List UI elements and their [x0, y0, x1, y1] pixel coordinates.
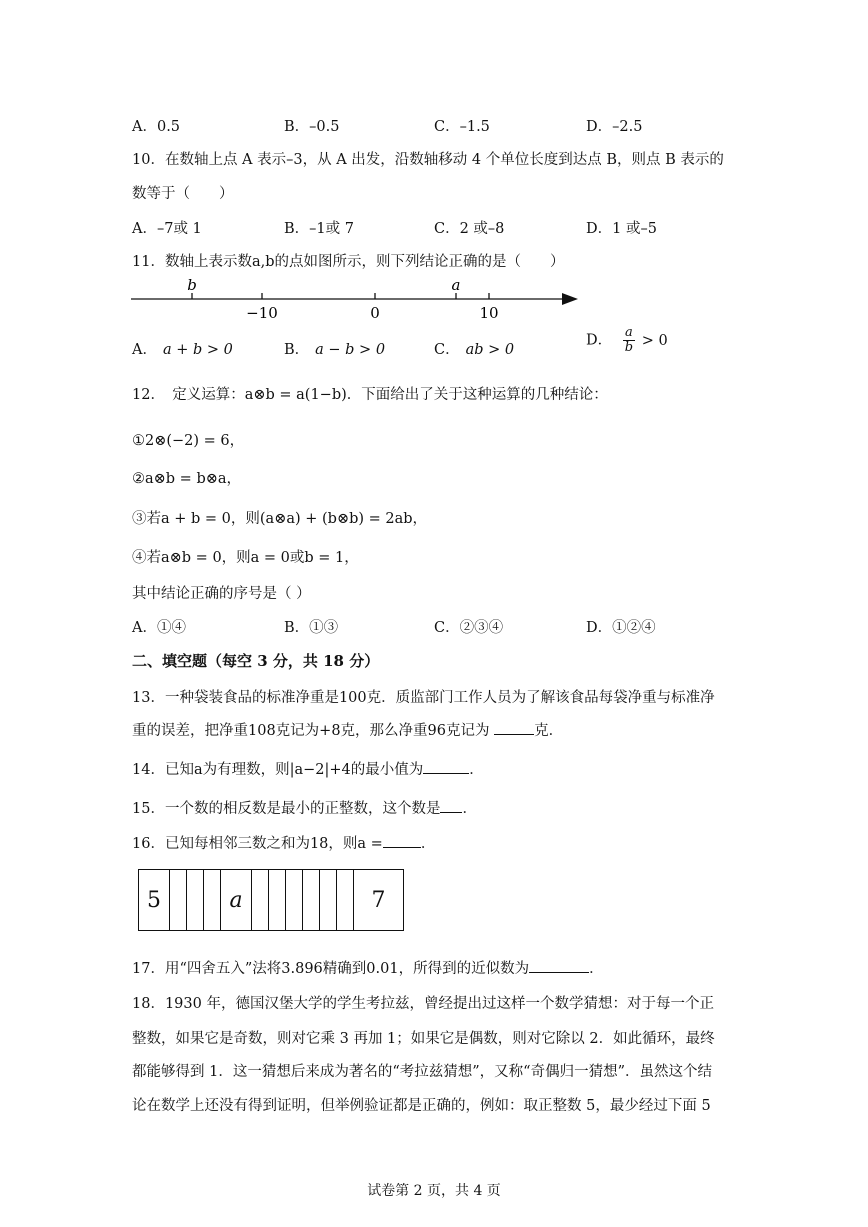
section-heading: 二、填空题（每空 3 分，共 18 分）: [132, 652, 380, 670]
q9-option-a: A．0.5: [132, 119, 181, 135]
q15: 15．一个数的相反数是最小的正整数，这个数是 ．: [132, 801, 477, 817]
q14-blank: [423, 761, 469, 774]
q12-conclusion-2: ②a⊗b = b⊗a，: [132, 471, 242, 487]
q16: 16．已知每相邻三数之和为18，则a = ．: [132, 836, 436, 852]
q12-conclusion-3: ③若a + b = 0，则(a⊗a) + (b⊗b) = 2ab，: [132, 511, 428, 527]
q12-option-d: D．①②④: [586, 620, 656, 636]
q12-conclusion-1: ①2⊗(−2) = 6，: [132, 433, 245, 449]
strip-cell: [337, 870, 354, 930]
q10-stem-line2: 数等于（ ）: [132, 186, 234, 202]
label-a: a: [451, 276, 461, 294]
q14: 14．已知a为有理数，则|a−2|+4的最小值为 ．: [132, 762, 484, 778]
strip-cell: 7: [371, 887, 386, 913]
q11-option-d: D． $\frac{a}{b}$ > 0: [586, 325, 668, 355]
q9-option-d: D．–2.5: [586, 119, 643, 135]
label-zero: 0: [370, 304, 380, 322]
q18-line3: 都能够得到 1．这一猜想后来成为著名的“考拉兹猜想”，又称“奇偶归一猜想”．虽然这个结: [132, 1064, 712, 1080]
strip-cell: 5: [139, 870, 170, 930]
label-b: b: [187, 276, 197, 294]
q11-option-b: B． a − b > 0: [284, 342, 386, 358]
q10-option-c: C．2 或–8: [434, 221, 505, 237]
q9-option-b: B．–0.5: [284, 119, 340, 135]
q12-option-b: B．①③: [284, 620, 339, 636]
q12-stem: 12． 定义运算：a⊗b = a(1−b)．下面给出了关于这种运算的几种结论：: [132, 387, 608, 403]
page-footer: 试卷第 2 页，共 4 页: [367, 1183, 501, 1199]
strip-cell: [187, 870, 204, 930]
q13-line2: 重的误差，把净重108克记为+8克，那么净重96克记为 克．: [132, 723, 564, 739]
strip-cell: [204, 870, 221, 930]
strip-cell: [303, 870, 320, 930]
label-minus10: −10: [246, 304, 278, 322]
strip-cell: [269, 870, 286, 930]
q18-line2: 整数，如果它是奇数，则对它乘 3 再加 1；如果它是偶数，则对它除以 2．如此循环，最终: [132, 1031, 715, 1047]
strip-cell: [286, 870, 303, 930]
q10-option-b: B．–1或 7: [284, 221, 354, 237]
q11-option-a: A． a + b > 0: [132, 342, 233, 358]
q15-blank: [440, 800, 462, 813]
q17-blank: [529, 960, 589, 973]
q11-stem: 11．数轴上表示数a,b的点如图所示，则下列结论正确的是（ ）: [132, 254, 565, 270]
strip-cell: [170, 870, 187, 930]
q17: 17．用“四舍五入”法将3.896精确到0.01，所得到的近似数为 ．: [132, 961, 604, 977]
q11-option-c: C． ab > 0: [434, 342, 515, 358]
q10-option-a: A．–7或 1: [132, 221, 202, 237]
q12-conclusion-4: ④若a⊗b = 0，则a = 0或b = 1，: [132, 550, 359, 566]
q13-line1: 13．一种袋装食品的标准净重是100克．质监部门工作人员为了解该食品每袋净重与标准净: [132, 690, 715, 706]
number-line-arrow: [562, 293, 578, 305]
strip-cell: [320, 870, 337, 930]
q16-number-strip: [138, 869, 404, 931]
q16-blank: [383, 835, 421, 848]
strip-cell: [252, 870, 269, 930]
q12-option-c: C．②③④: [434, 620, 504, 636]
strip-cell-a: a: [221, 870, 252, 930]
q18-line1: 18．1930 年，德国汉堡大学的学生考拉兹，曾经提出过这样一个数学猜想：对于每一个正: [132, 996, 714, 1012]
q10-stem-line1: 10．在数轴上点 A 表示–3，从 A 出发，沿数轴移动 4 个单位长度到达点 B，则点 B 表示的: [132, 152, 724, 168]
q18-line4: 论在数学上还没有得到证明，但举例验证都是正确的，例如：取正整数 5，最少经过下面 5: [132, 1098, 711, 1114]
q12-option-a: A．①④: [132, 620, 186, 636]
q13-blank: [494, 722, 534, 735]
q10-option-d: D．1 或–5: [586, 221, 657, 237]
q12-ask: 其中结论正确的序号是（ ）: [132, 586, 311, 602]
label-plus10: 10: [479, 304, 499, 322]
number-line-figure: [128, 274, 588, 324]
q9-option-c: C．–1.5: [434, 119, 490, 135]
